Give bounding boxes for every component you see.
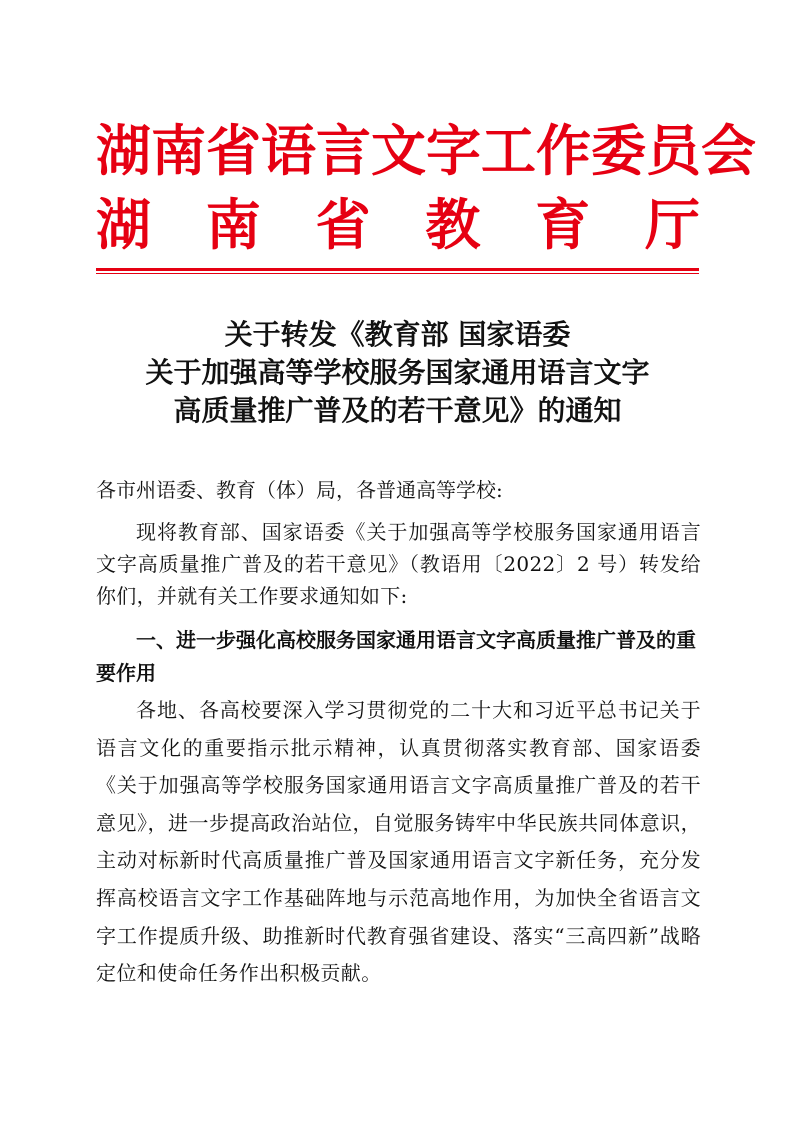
org-name-char: 育 [535,193,591,257]
document-title-line-3: 高质量推广普及的若干意见》的通知 [173,394,622,427]
org-name-char: 厅 [644,193,700,257]
org-name-char: 省 [315,193,371,257]
intro-paragraph: 现将教育部、国家语委《关于加强高等学校服务国家通用语言文字高质量推广普及的若干意见》（教语用〔2022〕2 号）转发给你们，并就有关工作要求通知如下: [96,520,701,608]
document-title-line-1: 关于转发《教育部 国家语委 [224,318,571,351]
org-name-char: 教 [425,193,481,257]
section-1-paragraph: 各地、各高校要深入学习贯彻党的二十大和习近平总书记关于语言文化的重要指示批示精神，认真贯彻落实教育部、国家语委《关于加强高等学校服务国家通用语言文字高质量推广普及的若干意见》，进一步提高政治站位，自觉服务铸牢中华民族共同体意识，主动对标新时代高质量推广普及国家通用语言文字新任务，充分发挥高校语言文字工作基础阵地与示范高地作用，为加快全省语言文字工作提质升级、助推新时代教育强省建设、落实“三高四新”战略定位和使命任务作出积极贡献。 [96,698,701,986]
salutation: 各市州语委、教育（体）局，各普通高等学校: [96,478,503,502]
document-title-line-2: 关于加强高等学校服务国家通用语言文字 [145,356,650,389]
header-divider-thick [96,268,699,271]
issuing-authority-education-department [96,193,700,257]
org-name-char: 湖 [96,193,152,257]
org-name-char: 南 [205,193,261,257]
issuing-authority-language-committee: 湖南省语言文字工作委员会 [96,119,757,183]
header-divider-thin [96,273,699,274]
section-1-heading: 一、进一步强化高校服务国家通用语言文字高质量推广普及的重要作用 [96,628,696,685]
